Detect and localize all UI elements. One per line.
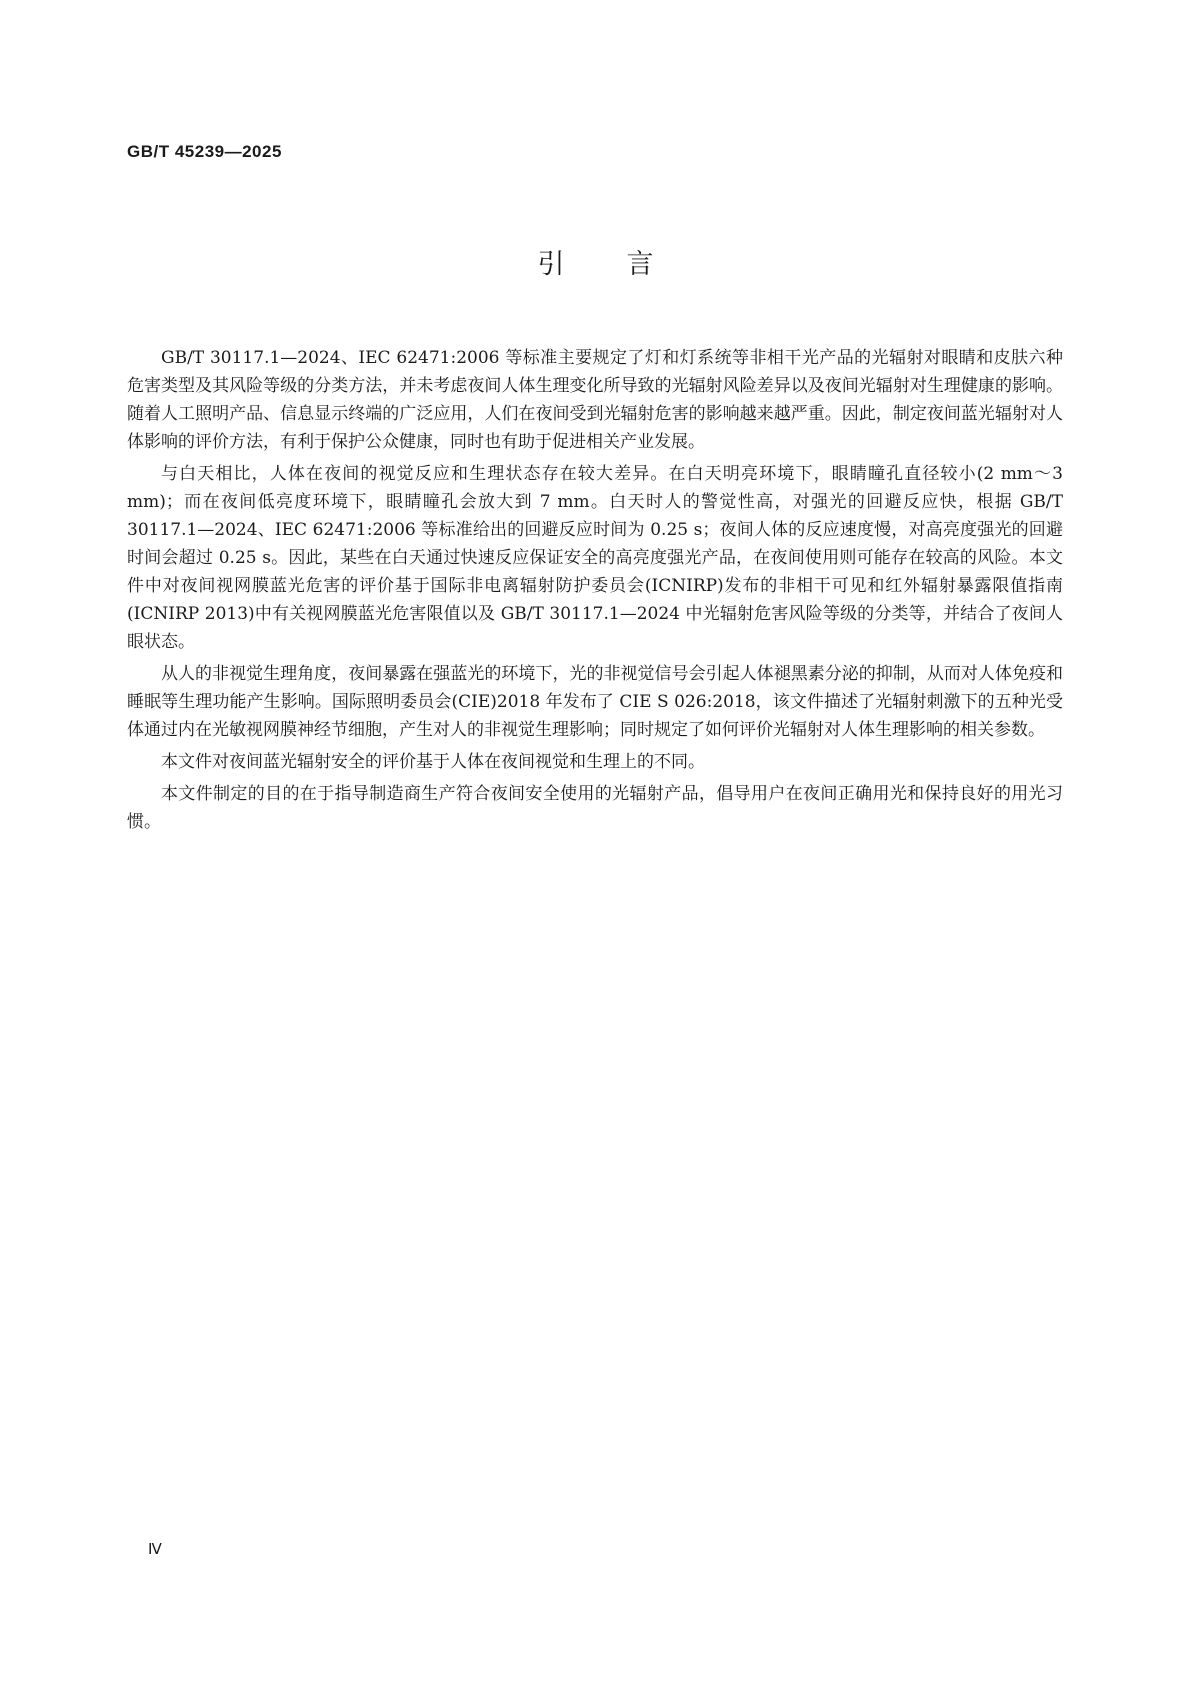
paragraph: 本文件对夜间蓝光辐射安全的评价基于人体在夜间视觉和生理上的不同。 [161,752,705,772]
page-number: Ⅳ [148,1542,162,1558]
paragraph: 从人的非视觉生理角度，夜间暴露在强蓝光的环境下，光的非视觉信号会引起人体褪黑素分泌的抑制，从而对人体免疫和睡眠等生理功能产生影响。国际照明委员会(CIE)2018 年发布了 CIE S 026:2018，该文件描述了光辐射刺激下的五种光受体通过内在光敏视网膜神经节细胞，产生对人的非视觉生理影响；同时规定了如何评价光辐射对人体生理影响的相关参数。 [127,664,1063,740]
paragraph: 与白天相比，人体在夜间的视觉反应和生理状态存在较大差异。在白天明亮环境下，眼睛瞳孔直径较小(2 mm～3 mm)；而在夜间低亮度环境下，眼睛瞳孔会放大到 7 mm。白天时人的警觉性高，对强光的回避反应快，根据 GB/T 30117.1—2024、IEC 62471:2006 等标准给出的回避反应时间为 0.25 s；夜间人体的反应速度慢，对高亮度强光的回避时间会超过 0.25 s。因此，某些在白天通过快速反应保证安全的高亮度强光产品，在夜间使用则可能存在较高的风险。本文件中对夜间视网膜蓝光危害的评价基于国际非电离辐射防护委员会(ICNIRP)发布的非相干可见和红外辐射暴露限值指南(ICNIRP 2013)中有关视网膜蓝光危害限值以及 GB/T 30117.1—2024 中光辐射危害风险等级的分类等，并结合了夜间人眼状态。 [127,464,1063,652]
standard-code: GB/T 45239—2025 [127,142,282,161]
paragraph: 本文件制定的目的在于指导制造商生产符合夜间安全使用的光辐射产品，倡导用户在夜间正确用光和保持良好的用光习惯。 [127,784,1063,832]
introduction-body [127,344,1063,840]
page-title: 引言 [537,249,716,280]
paragraph: GB/T 30117.1—2024、IEC 62471:2006 等标准主要规定了灯和灯系统等非相干光产品的光辐射对眼睛和皮肤六种危害类型及其风险等级的分类方法，并未考虑夜间人体生理变化所导致的光辐射风险差异以及夜间光辐射对生理健康的影响。随着人工照明产品、信息显示终端的广泛应用，人们在夜间受到光辐射危害的影响越来越严重。因此，制定夜间蓝光辐射对人体影响的评价方法，有利于保护公众健康，同时也有助于促进相关产业发展。 [127,348,1063,452]
